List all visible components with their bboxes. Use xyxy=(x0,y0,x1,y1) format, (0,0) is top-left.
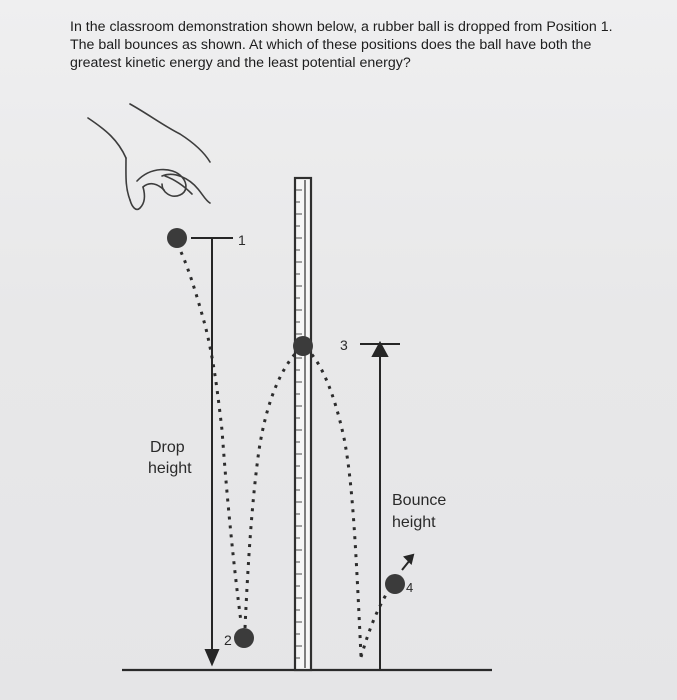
drop-height-label-line1: Drop xyxy=(150,439,185,456)
ball-position-1 xyxy=(167,228,187,248)
ball-position-2 xyxy=(234,628,254,648)
second-bounce-path xyxy=(361,582,394,657)
position-3-label: 3 xyxy=(340,337,348,353)
ball-position-3 xyxy=(293,336,313,356)
ball-position-4 xyxy=(385,574,405,594)
question-line: In the classroom demonstration shown below, a rubber ball is dropped from Position 1. xyxy=(70,19,613,35)
question-line: The ball bounces as shown. At which of these positions does the ball have both the xyxy=(70,37,592,54)
drop-height-label-line2: height xyxy=(148,460,192,477)
position-4-label: 4 xyxy=(406,580,414,595)
meter-stick xyxy=(295,178,311,670)
motion-arrow-icon xyxy=(402,555,413,570)
position-2-label: 2 xyxy=(224,632,232,648)
bounce-height-label-line2: height xyxy=(392,514,436,531)
position-1-label: 1 xyxy=(238,232,246,248)
bounce-height-label-line1: Bounce xyxy=(392,492,447,509)
hand-icon xyxy=(88,104,210,209)
drop-height-arrow xyxy=(191,238,233,664)
drop-path xyxy=(177,244,241,622)
question-line: greatest kinetic energy and the least potential energy? xyxy=(70,55,411,72)
